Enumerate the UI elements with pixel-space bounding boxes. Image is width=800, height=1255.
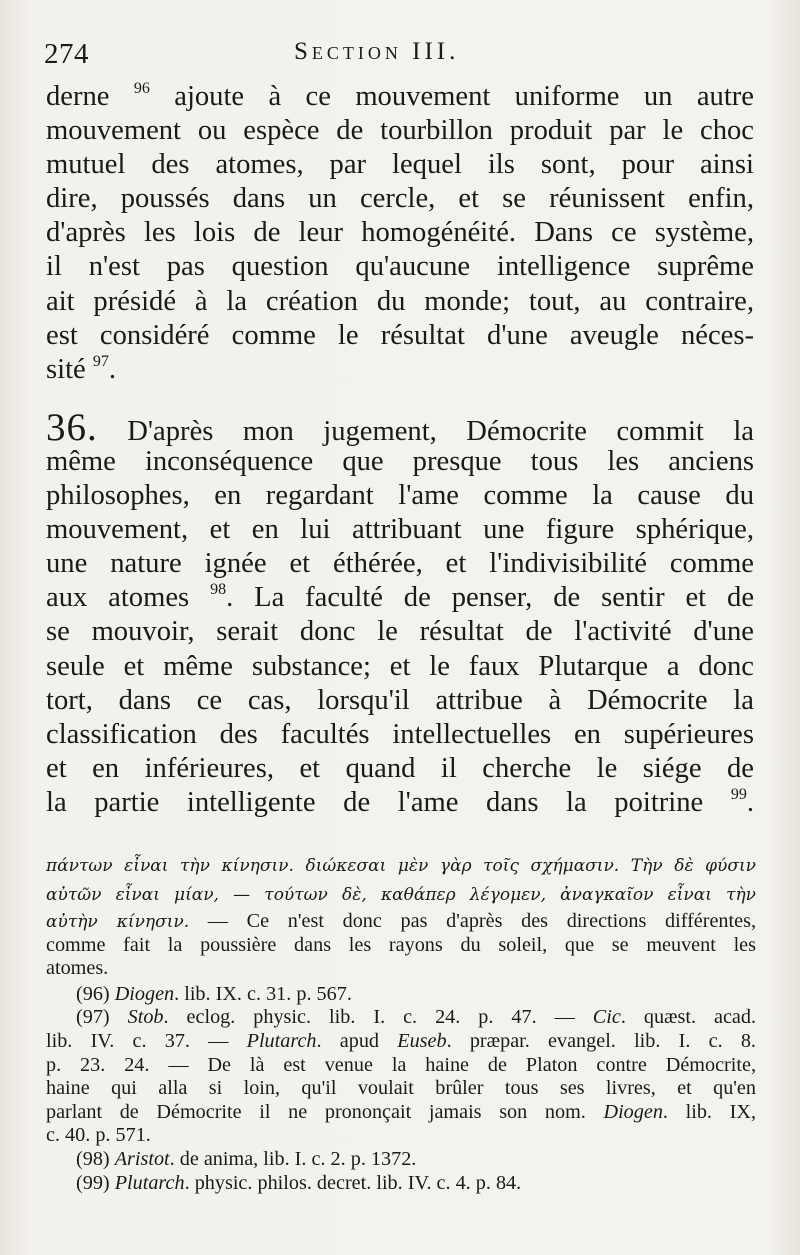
text-line: se mouvoir, serait donc le résultat de l'activité d'une — [46, 616, 754, 648]
text-line: tort, dans ce cas, lorsqu'il attribue à Démocrite la — [46, 684, 754, 716]
text-line: ait présidé à la création du monde; tout, au contraire, — [46, 285, 754, 317]
text-line: seule et même substance; et le faux Plutarque a donc — [46, 650, 754, 682]
note-line: p. 23. 24. — De là est venue la haine de Platon contre Démocrite, — [46, 1053, 756, 1076]
footnotes — [46, 852, 756, 1195]
footnote-ref: 99 — [730, 785, 747, 803]
text-line: même inconséquence que presque tous les anciens — [46, 445, 754, 477]
footnote-99: (99) Plutarch. physic. philos. decret. lib. IV. c. 4. p. 84. — [76, 1171, 522, 1194]
text-line: il n'est pas question qu'aucune intelligence suprême — [46, 251, 754, 283]
greek-quote-line: πάντων εἶναι τὴν κίνησιν. διώκεσαι μὲν γὰρ τοῖς σχήμασιν. Τὴν δὲ φύσιν — [46, 856, 756, 876]
text-line: est considéré comme le résultat d'une aveugle néces- — [46, 319, 754, 351]
paragraph-35-continuation — [46, 80, 754, 387]
footnote-96: (96) Diogen. lib. IX. c. 31. p. 567. — [76, 982, 352, 1005]
note-line: comme fait la poussière dans les rayons du soleil, que se meuvent les — [46, 933, 756, 956]
note-line: parlant de Démocrite il ne prononçait jamais son nom. Diogen. lib. IX, — [46, 1100, 756, 1123]
note-line: haine qui alla si loin, qu'il voulait brûler tous ses livres, et qu'en — [46, 1077, 756, 1100]
text-line: mutuel des atomes, par lequel ils sont, pour ainsi — [46, 149, 754, 181]
running-head: Section III. — [294, 38, 460, 65]
text-line: sité $^{97}$. — [46, 352, 117, 385]
footnote-97: (97) Stob. eclog. physic. lib. I. c. 24. p. 47. — Cic. quæst. acad. — [76, 1006, 757, 1029]
text-line: dire, poussés dans un cercle, et se réunissent enfin, — [46, 183, 754, 215]
text-line: derne $^{96}$ ajoute à ce mouvement uniforme un autre — [46, 80, 754, 112]
text-line: classification des facultés intellectuelles en supérieures — [46, 718, 754, 750]
text-line: mouvement, et en lui attribuant une figure sphérique, — [46, 514, 754, 546]
greek-quote-line: αὐτῶν εἶναι μίαν, — τούτων δὲ, καθάπερ λέγομεν, ἀναγκαῖον εἶναι τὴν — [46, 885, 756, 905]
note-line: lib. IV. c. 37. — Plutarch. apud Euseb. præpar. evangel. lib. I. c. 8. — [46, 1029, 756, 1052]
note-line: atomes. — [46, 957, 109, 980]
page-number: 274 — [44, 38, 89, 70]
footnote-98: (98) Aristot. de anima, lib. I. c. 2. p. 1372. — [76, 1147, 417, 1170]
section-number: 36. — [46, 405, 98, 449]
text-line: philosophes, en regardant l'ame comme la cause du — [46, 480, 754, 512]
text-line: une nature ignée et éthérée, et l'indivisibilité comme — [46, 548, 754, 580]
footnote-ref: 96 — [133, 80, 150, 97]
text-line: la partie intelligente de l'ame dans la poitrine $^{99}$. — [46, 785, 754, 818]
main-text — [46, 80, 754, 820]
text-line: 36. D'après mon jugement, Démocrite commit la — [46, 405, 754, 449]
text-line: aux atomes $^{98}$. La faculté de penser, de sentir et de — [46, 581, 755, 614]
text-line: d'après les lois de leur homogénéité. Dans ce système, — [46, 217, 754, 249]
footnote-ref: 97 — [92, 352, 109, 370]
note-line: αὐτὴν κίνησιν. — Ce n'est donc pas d'après des directions différentes, — [46, 910, 756, 932]
text-line: mouvement ou espèce de tourbillon produit par le choc — [46, 115, 754, 147]
page-header — [44, 30, 752, 74]
note-line: c. 40. p. 571. — [46, 1124, 151, 1147]
footnote-ref: 98 — [210, 581, 227, 599]
text-line: et en inférieures, et quand il cherche le siége de — [46, 752, 754, 784]
paragraph-36 — [46, 405, 755, 820]
